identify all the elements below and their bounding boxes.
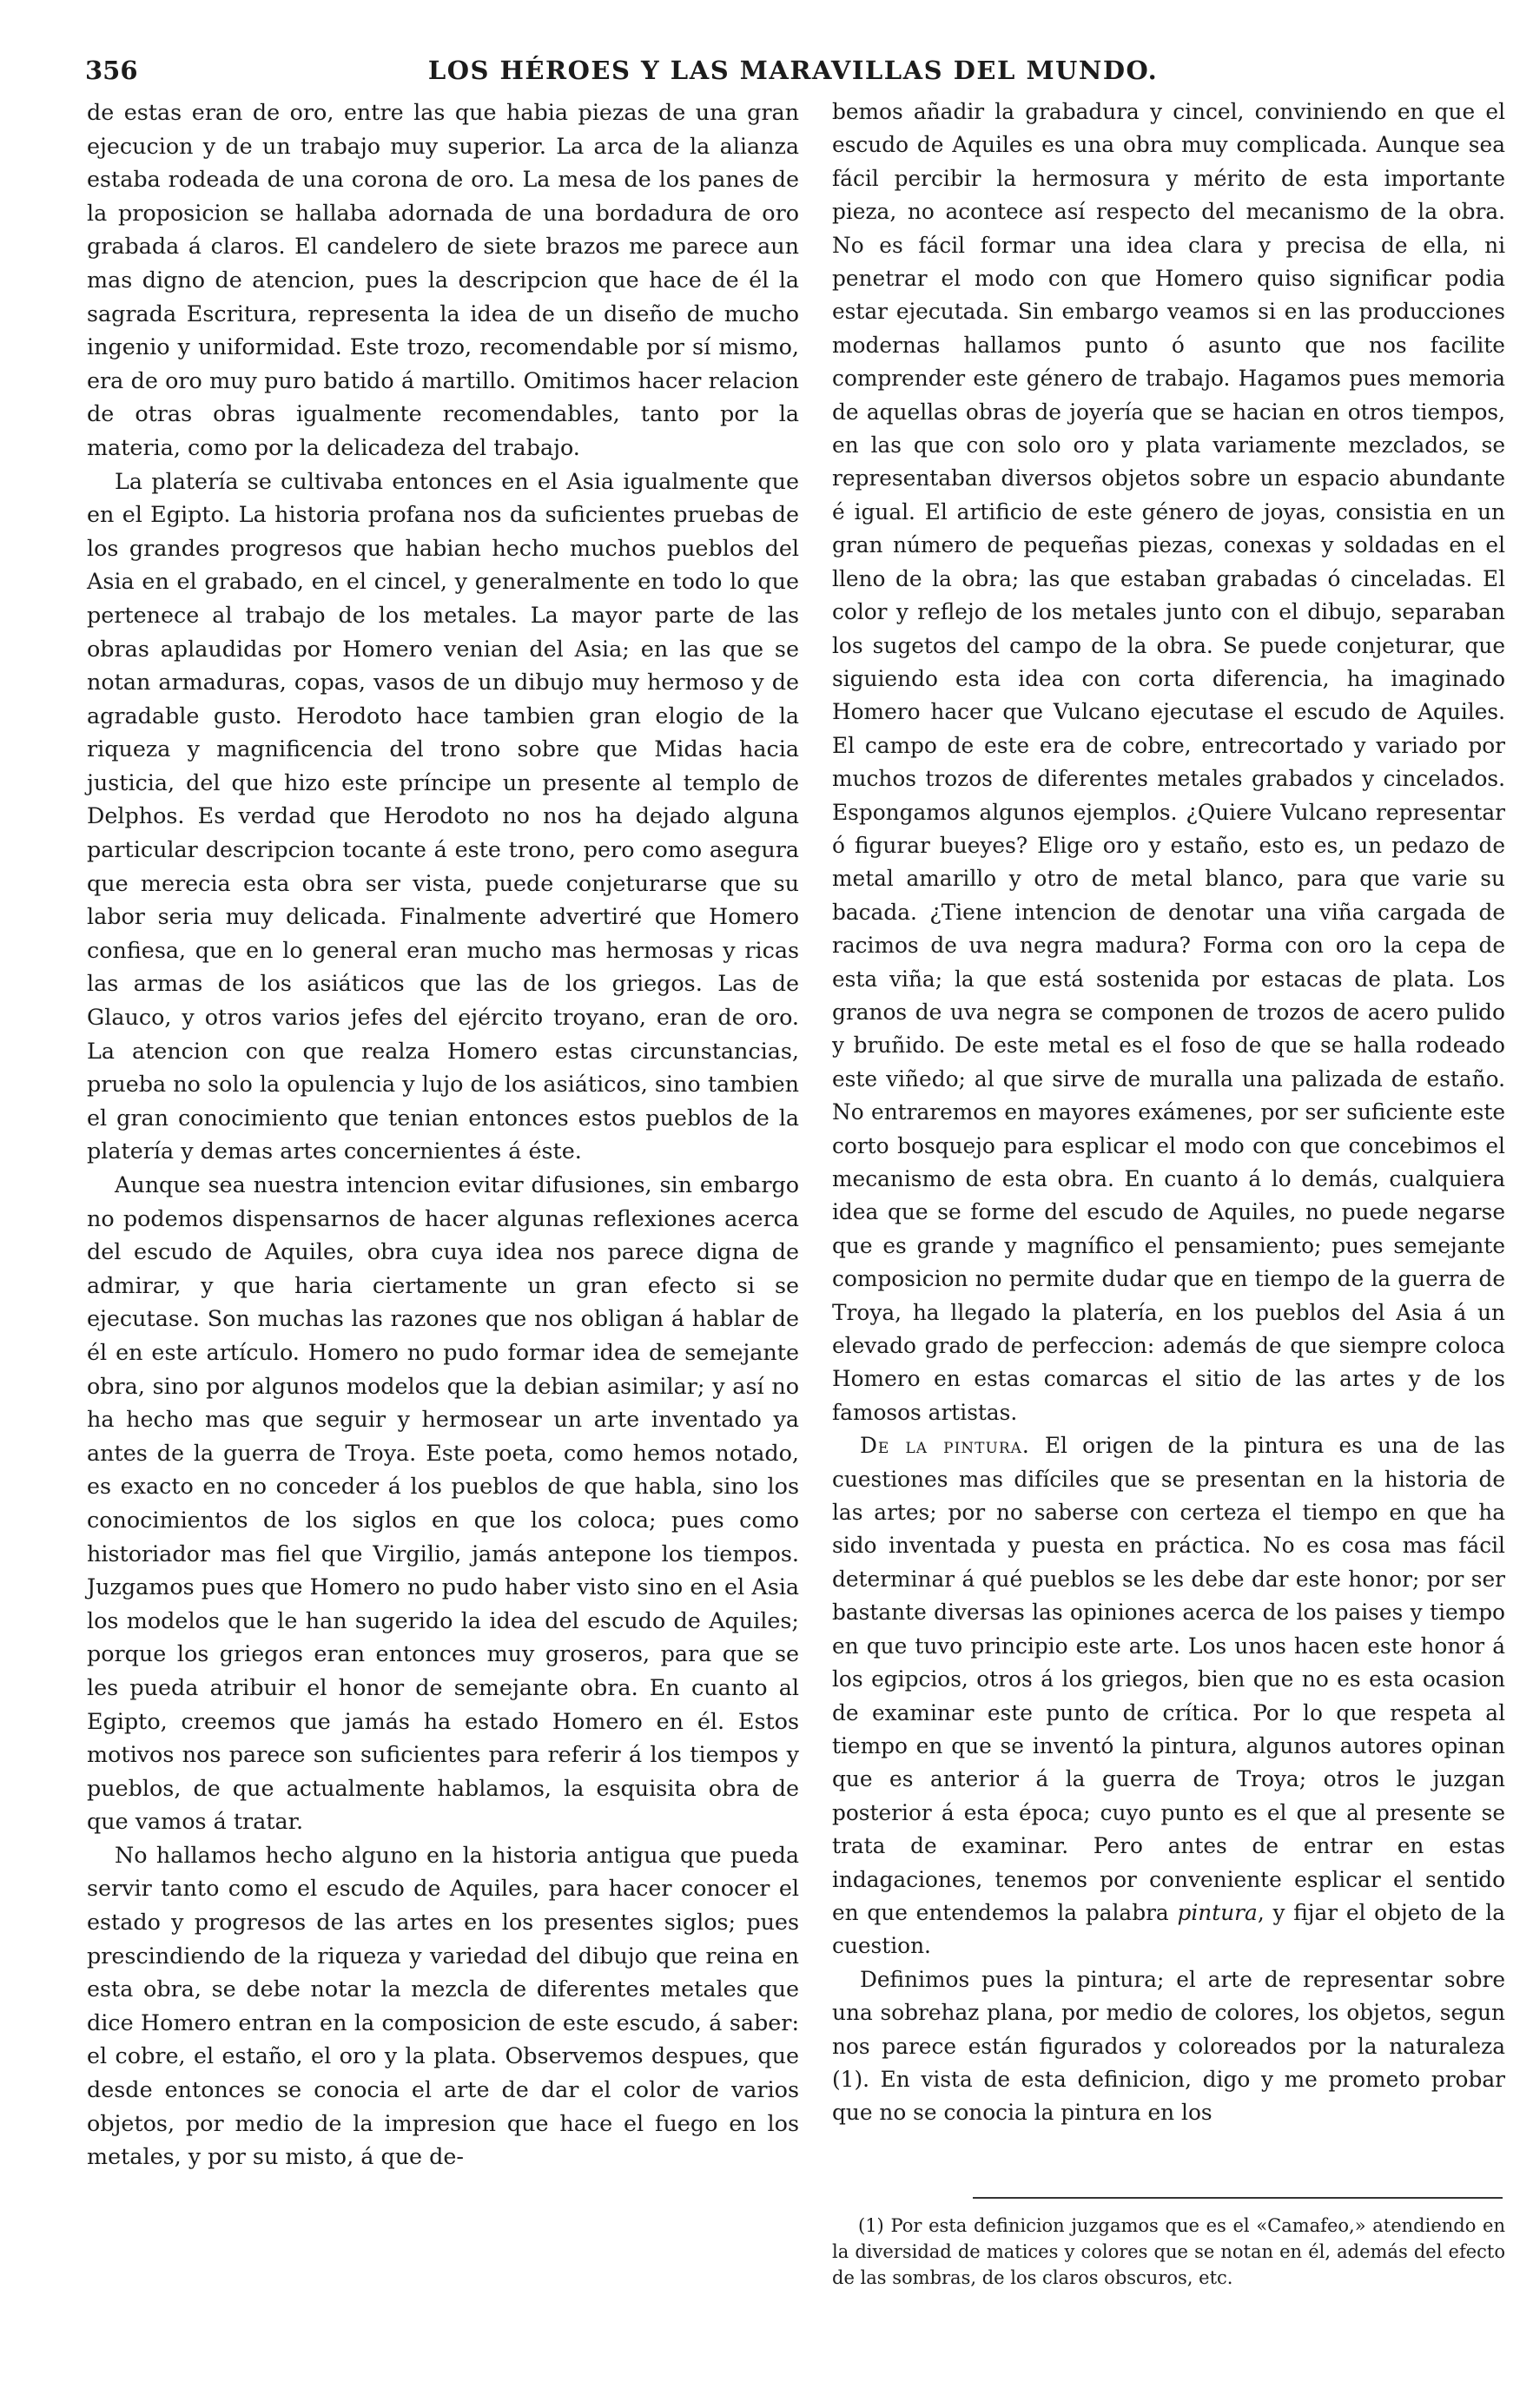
paragraph: No hallamos hecho alguno en la historia antigua que pueda servir tanto como el escudo de Aquiles, para hacer conocer el estado y progresos de las artes en los presentes siglos; pues prescindiendo de la riqueza y variedad del dibujo que reina en esta obra, se debe notar la mezcla de diferentes metales que dice Homero entran en la composicion de este escudo, á saber: el cobre, el estaño, el oro y la plata. Observemos despues, que desde entonces se conocia el arte de dar el color de varios objetos, por medio de la impresion que hace el fuego en los metales, y por su misto, á que de- xyxy=(87,1841,799,2170)
right-column xyxy=(832,96,1505,2130)
page-number: 356 xyxy=(85,56,138,85)
paragraph-text-end: , y fijar el objeto de la cuestion. xyxy=(832,1899,1505,1959)
paragraph: bemos añadir la grabadura y cincel, conviniendo en que el escudo de Aquiles es una obra muy complicada. Aunque sea fácil percibir la hermosura y mérito de esta importante pieza, no acontece así respecto del mecanismo de la obra. No es fácil formar una idea clara y precisa de ella, ni penetrar el modo con que Homero quiso significar podia estar ejecutada. Sin embargo veamos si en las producciones modernas hallamos punto ó asunto que nos facilite comprender este género de trabajo. Hagamos pues memoria de aquellas obras de joyería que se hacian en otros tiempos, en las que con solo oro y plata variamente mezclados, se representaban diversos objetos sobre un espacio abundante é igual. El artificio de este género de joyas, consistia en un gran número de pequeñas piezas, conexas y soldadas en el lleno de la obra; las que estaban grabadas ó cinceladas. El color y reflejo de los metales junto con el dibujo, separaban los sugetos del campo de la obra. Se puede conjeturar, que siguiendo esta idea con corta diferencia, ha imaginado Homero hacer que Vulcano ejecutase el escudo de Aquiles. El campo de este era de cobre, entrecortado y variado por muchos trozos de diferentes metales grabados y cincelados. Espongamos algunos ejemplos. ¿Quiere Vulcano representar ó figurar bueyes? Elige oro y estaño, esto es, un pedazo de metal amarillo y otro de metal blanco, para que varie su bacada. ¿Tiene intencion de denotar una viña cargada de racimos de uva negra madura? Forma con oro la cepa de esta viña; la que está sostenida por estacas de plata. Los granos de uva negra se componen de trozos de acero pulido y bruñido. De este metal es el foso de que se halla rodeado este viñedo; al que sirve de muralla una palizada de estaño. No entraremos en mayores exámenes, por ser suficiente este corto bosquejo para esplicar el modo con que concebimos el mecanismo de esta obra. En cuanto á lo demás, cualquiera idea que se forme del escudo de Aquiles, no puede negarse que es grande y magnífico el pensamiento; pues semejante composicion no permite dudar que en tiempo de la guerra de Troya, ha llegado la platería, en los pueblos del Asia á un elevado grado de perfeccion: además de que siempre coloca Homero en estas comarcas el sitio de las artes y de los famosos artistas. xyxy=(832,99,1505,1425)
running-title: LOS HÉROES Y LAS MARAVILLAS DEL MUNDO. xyxy=(427,56,1159,85)
paragraph: de estas eran de oro, entre las que habia piezas de una gran ejecucion y de un trabajo muy superior. La arca de la alianza estaba rodeada de una corona de oro. La mesa de los panes de la proposicion se hallaba adornada de una bordadura de oro grabada á claros. El candelero de siete brazos me parece aun mas digno de atencion, pues la descripcion que hace de él la sagrada Escritura, representa la idea de un diseño de mucho ingenio y uniformidad. Este trozo, recomendable por sí mismo, era de oro muy puro batido á martillo. Omitimos hacer relacion de otras obras igualmente recomendables, tanto por la materia, como por la delicadeza del trabajo. xyxy=(87,99,799,460)
left-column xyxy=(87,96,799,2174)
page-header xyxy=(85,52,1501,96)
paragraph: La platería se cultivaba entonces en el Asia igualmente que en el Egipto. La historia profana nos da suficientes pruebas de los grandes progresos que habian hecho muchos pueblos del Asia en el grabado, en el cincel, y generalmente en todo lo que pertenece al trabajo de los metales. La mayor parte de las obras aplaudidas por Homero venian del Asia; en las que se notan armaduras, copas, vasos de un dibujo muy hermoso y de agradable gusto. Herodoto hace tambien gran elogio de la riqueza y magnificencia del trono sobre que Midas hacia justicia, del que hizo este príncipe un presente al templo de Delphos. Es verdad que Herodoto no nos ha dejado alguna particular descripcion tocante á este trono, pero como asegura que merecia esta obra ser vista, puede conjeturarse que su labor seria muy delicada. Finalmente advertiré que Homero confiesa, que en lo general eran mucho mas hermosas y ricas las armas de los asiáticos que las de los griegos. Las de Glauco, y otros varios jefes del ejército troyano, eran de oro. La atencion con que realza Homero estas circunstancias, prueba no solo la opulencia y lujo de los asiáticos, sino tambien el gran conocimiento que tenian entonces estos pueblos de la platería y demas artes concernientes á éste. xyxy=(87,467,799,1164)
footnote-divider xyxy=(973,2197,1503,2199)
section-heading: De la pintura. xyxy=(860,1433,1030,1459)
section-paragraph xyxy=(832,1429,1505,1963)
paragraph-text: El origen de la pintura es una de las cuestiones mas difíciles que se presentan en la historia de las artes; por no saberse con certeza el tiempo en que ha sido inventada y puesta en práctica. No es cosa mas fácil determinar á qué pueblos se les debe dar este honor; por ser bastante diversas las opiniones acerca de los paises y tiempo en que tuvo principio este arte. Los unos hacen este honor á los egipcios, otros á los griegos, bien que no es esta ocasion de examinar este punto de crítica. Por lo que respeta al tiempo en que se inventó la pintura, algunos autores opinan que es anterior á la guerra de Troya; otros le juzgan posterior á esta época; cuyo punto es el que al presente se trata de examinar. Pero antes de entrar en estas indagaciones, tenemos por conveniente esplicar el sentido en que entendemos la palabra xyxy=(832,1433,1505,1925)
footnote-text: (1) Por esta definicion juzgamos que es el «Camafeo,» atendiendo en la diversidad de matices y colores que se notan en él, además del efecto de las sombras, de los claros obscuros, etc. xyxy=(832,2215,1505,2288)
paragraph: Aunque sea nuestra intencion evitar difusiones, sin embargo no podemos dispensarnos de hacer algunas reflexiones acerca del escudo de Aquiles, obra cuya idea nos parece digna de admirar, y que haria ciertamente un gran efecto si se ejecutase. Son muchas las razones que nos obligan á hablar de él en este artículo. Homero no pudo formar idea de semejante obra, sino por algunos modelos que la debian asimilar; y así no ha hecho mas que seguir y hermosear un arte inventado ya antes de la guerra de Troya. Este poeta, como hemos notado, es exacto en no conceder á los pueblos de que habla, sino los conocimientos de los siglos en que los coloca; pues como historiador mas fiel que Virgilio, jamás antepone los tiempos. Juzgamos pues que Homero no pudo haber visto sino en el Asia los modelos que le han sugerido la idea del escudo de Aquiles; porque los griegos eran entonces muy groseros, para que se les pueda atribuir el honor de semejante obra. En cuanto al Egipto, creemos que jamás ha estado Homero en él. Estos motivos nos parece son suficientes para referir á los tiempos y pueblos, de que actualmente hablamos, la esquisita obra de que vamos á tratar. xyxy=(87,1171,799,1835)
footnote xyxy=(832,2213,1505,2291)
paragraph: Definimos pues la pintura; el arte de representar sobre una sobrehaz plana, por medio de colores, los objetos, segun nos parece están figurados y coloreados por la naturaleza (1). En vista de esta definicion, digo y me prometo probar que no se conocia la pintura en los xyxy=(832,1966,1505,2126)
italic-term: pintura xyxy=(1177,1899,1258,1925)
